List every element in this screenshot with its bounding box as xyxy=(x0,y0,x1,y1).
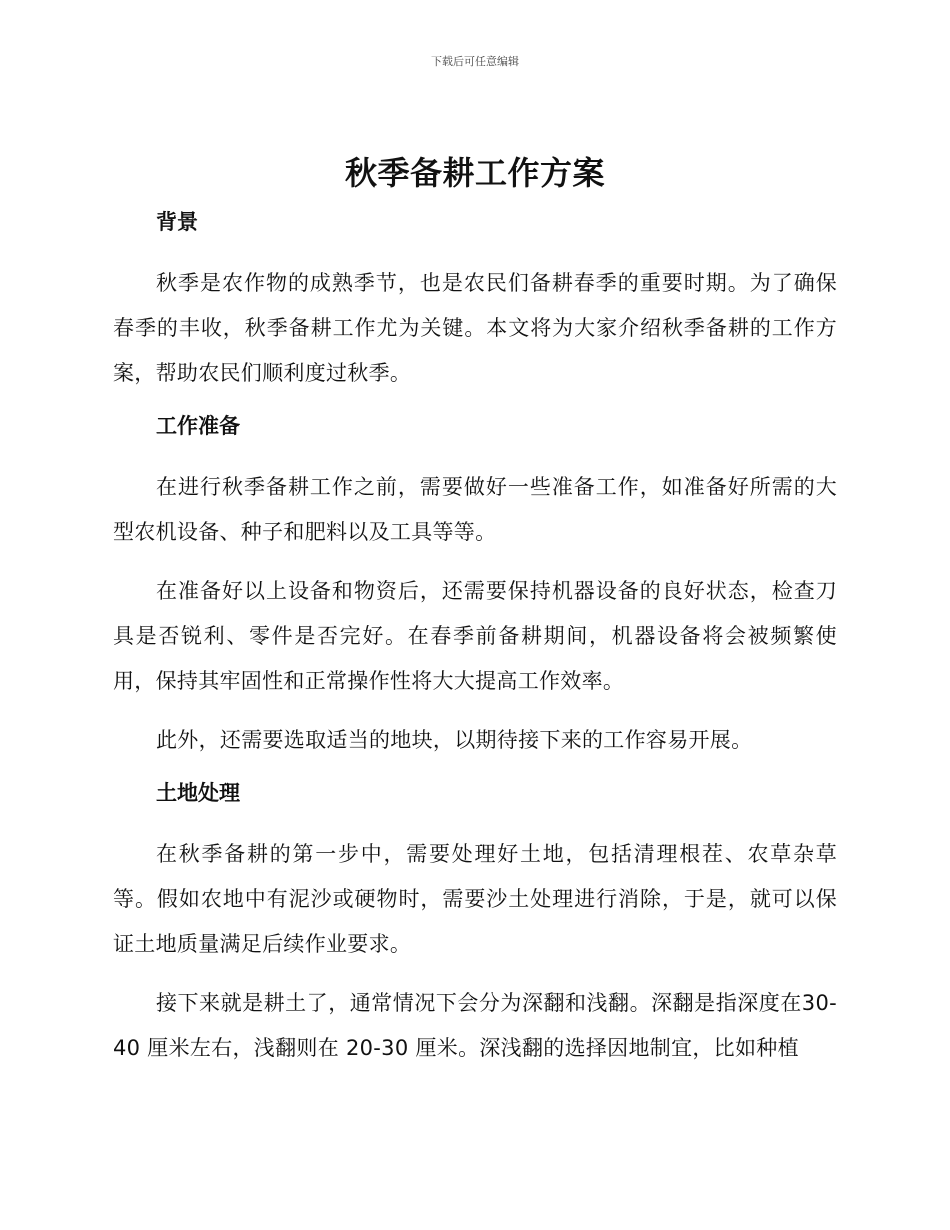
section-land-treatment xyxy=(113,775,837,1071)
header-note: 下载后可任意编辑 xyxy=(431,55,519,68)
paragraph: 此外，还需要选取适当的地块，以期待接下来的工作容易开展。 xyxy=(156,728,753,752)
paragraph: 接下来就是耕土了，通常情况下会分为深翻和浅翻。深翻是指深度在30-40 厘米左右，浅翻则在 20-30 厘米。深浅翻的选择因地制宜，比如种植 xyxy=(113,991,837,1060)
section-preparation xyxy=(113,408,837,763)
section-heading: 背景 xyxy=(156,210,198,234)
paragraph: 在秋季备耕的第一步中，需要处理好土地，包括清理根茬、农草杂草等。假如农地中有泥沙或硬物时，需要沙土处理进行消除，于是，就可以保证土地质量满足后续作业要求。 xyxy=(113,842,837,956)
section-heading: 土地处理 xyxy=(156,781,240,805)
section-heading: 工作准备 xyxy=(156,414,240,438)
document-title: 秋季备耕工作方案 xyxy=(344,154,605,192)
paragraph: 在准备好以上设备和物资后，还需要保持机器设备的良好状态，检查刀具是否锐利、零件是否完好。在春季前备耕期间，机器设备将会被频繁使用，保持其牢固性和正常操作性将大大提高工作效率。 xyxy=(113,579,837,693)
paragraph: 秋季是农作物的成熟季节，也是农民们备耕春季的重要时期。为了确保春季的丰收，秋季备耕工作尤为关键。本文将为大家介绍秋季备耕的工作方案，帮助农民们顺利度过秋季。 xyxy=(113,271,837,385)
document-body xyxy=(113,204,837,1071)
section-background xyxy=(113,204,837,396)
paragraph: 在进行秋季备耕工作之前，需要做好一些准备工作，如准备好所需的大型农机设备、种子和肥料以及工具等等。 xyxy=(113,475,837,544)
